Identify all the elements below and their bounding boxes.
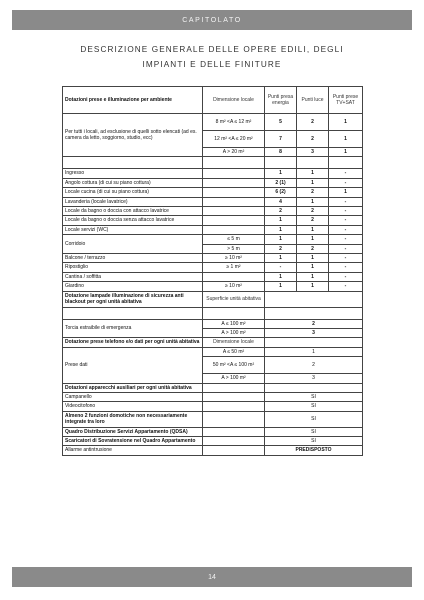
section4-title: Dotazioni apparecchi ausiliari per ogni unità abitativa [63, 383, 203, 392]
room-name: Locale da bagno o doccia senza attacco lavatrice [63, 216, 203, 225]
room-name: Ingresso [63, 169, 203, 178]
luce-cell: 2 [297, 244, 329, 253]
empty-header [265, 338, 363, 347]
tv-cell: - [329, 244, 363, 253]
tv-cell: - [329, 254, 363, 263]
table-row [63, 197, 363, 206]
specs-table-wrap [62, 86, 362, 456]
table-row [63, 254, 363, 263]
table-row [63, 263, 363, 272]
energia-cell: 1 [265, 272, 297, 281]
item-name: Scaricatori di Sovratensione nel Quadro Appartamento [63, 436, 203, 445]
dim-cell [203, 169, 265, 178]
dim-cell: ≥ 1 m² [203, 263, 265, 272]
section1-title: Dotazioni prese e illuminazione per ambiente [63, 87, 203, 114]
energia-cell: 1 [265, 216, 297, 225]
dim-cell: 8 m² <A ≤ 12 m² [203, 114, 265, 131]
energia-cell: - [265, 263, 297, 272]
luce-cell: 1 [297, 282, 329, 291]
energia-cell: 5 [265, 114, 297, 131]
section4-header-row [63, 383, 363, 392]
table-row [63, 169, 363, 178]
empty-header [265, 383, 363, 392]
table-row [63, 225, 363, 234]
value-cell: PREDISPOSTO [265, 446, 363, 455]
tv-cell: - [329, 216, 363, 225]
room-name: Locale cucina (di cui su piano cottura) [63, 188, 203, 197]
dim-cell: 50 m² <A ≤ 100 m² [203, 357, 265, 374]
luce-cell: 1 [297, 263, 329, 272]
dim-cell: ≥ 10 m² [203, 282, 265, 291]
luce-cell: 2 [297, 114, 329, 131]
dim-cell: A > 100 m² [203, 374, 265, 383]
energia-cell: 8 [265, 148, 297, 157]
value-cell: SI [265, 427, 363, 436]
col-energia: Punti presa energia [265, 87, 297, 114]
tv-cell: - [329, 263, 363, 272]
tv-cell: - [329, 169, 363, 178]
energia-cell: 2 [265, 244, 297, 253]
energia-cell: 1 [265, 169, 297, 178]
tv-cell: 1 [329, 188, 363, 197]
luce-cell: 1 [297, 178, 329, 187]
section1-header-row [63, 87, 363, 114]
tv-cell: - [329, 272, 363, 281]
tv-cell: - [329, 225, 363, 234]
table-row [63, 114, 363, 131]
room-name: Locale da bagno o doccia con attacco lavatrice [63, 207, 203, 216]
luce-cell: 1 [297, 272, 329, 281]
value-cell: 1 [265, 347, 363, 356]
room-name: Cantina / soffitta [63, 272, 203, 281]
dim-cell: > 5 m [203, 244, 265, 253]
luce-cell: 1 [297, 235, 329, 244]
tv-cell: - [329, 197, 363, 206]
header-title: CAPITOLATO [182, 16, 242, 24]
dim-cell: ≥ 10 m² [203, 254, 265, 263]
col-superficie: Superficie unità abitativa [203, 291, 265, 307]
dim-cell [203, 225, 265, 234]
luce-cell: 2 [297, 216, 329, 225]
luce-cell: 1 [297, 169, 329, 178]
energia-cell: 1 [265, 282, 297, 291]
value-cell: SI [265, 392, 363, 401]
luce-cell: 3 [297, 148, 329, 157]
value-cell: 3 [265, 328, 363, 337]
col-luce: Punti luce [297, 87, 329, 114]
table-row [63, 207, 363, 216]
luce-cell: 1 [297, 197, 329, 206]
table-row [63, 427, 363, 436]
table-row [63, 347, 363, 356]
energia-cell: 1 [265, 254, 297, 263]
section2-title: Dotazione lampade illuminazione di sicurezza anti blackout per ogni unità abitativa [63, 291, 203, 307]
item-name: Videocitofono [63, 402, 203, 411]
dim-cell [203, 272, 265, 281]
section3-title: Dotazione prese telefono e/o dati per ogni unità abitativa [63, 338, 203, 347]
value-cell: SI [265, 402, 363, 411]
room-name: Angolo cottura (di cui su piano cottura) [63, 178, 203, 187]
luce-cell: 2 [297, 131, 329, 148]
empty-header [265, 291, 363, 307]
energia-cell: 1 [265, 235, 297, 244]
luce-cell: 2 [297, 207, 329, 216]
dim-cell [203, 197, 265, 206]
col-dimensione-3: Dimensione locale [203, 338, 265, 347]
table-row [63, 216, 363, 225]
tv-cell: 1 [329, 114, 363, 131]
energia-cell: 4 [265, 197, 297, 206]
dim-cell [203, 216, 265, 225]
room-name: Balcone / terrazzo [63, 254, 203, 263]
energia-cell: 1 [265, 225, 297, 234]
item-name: Almeno 2 funzioni domotiche non necessariamente integrate tra loro [63, 411, 203, 427]
room-name: Ripostiglio [63, 263, 203, 272]
page-number: 14 [208, 573, 216, 581]
table-row [63, 319, 363, 328]
room-name: Giardino [63, 282, 203, 291]
table-row [63, 446, 363, 455]
luce-cell: 1 [297, 225, 329, 234]
room-name: Corridoio [63, 235, 203, 254]
dim-cell: A > 100 m² [203, 328, 265, 337]
footer-bar [12, 567, 412, 587]
table-row [63, 282, 363, 291]
value-cell: SI [265, 411, 363, 427]
dim-cell: ≤ 5 m [203, 235, 265, 244]
tv-cell: - [329, 207, 363, 216]
section3-header-row [63, 338, 363, 347]
table-row [63, 392, 363, 401]
tv-cell: - [329, 282, 363, 291]
table-row [63, 235, 363, 244]
value-cell: 2 [265, 357, 363, 374]
item-name: Prese dati [63, 347, 203, 383]
table-row [63, 272, 363, 281]
dim-cell: 12 m² <A ≤ 20 m² [203, 131, 265, 148]
table-row [63, 436, 363, 445]
table-row [63, 188, 363, 197]
dim-cell [203, 207, 265, 216]
dim-cell: A ≤ 100 m² [203, 319, 265, 328]
luce-cell: 2 [297, 188, 329, 197]
dim-cell [203, 178, 265, 187]
luce-cell: 1 [297, 254, 329, 263]
dim-cell: A > 20 m² [203, 148, 265, 157]
room-name: Lavanderia (locale lavatrice) [63, 197, 203, 206]
table-row [63, 411, 363, 427]
value-cell: 3 [265, 374, 363, 383]
page-heading [60, 42, 364, 72]
item-name: Campanello [63, 392, 203, 401]
spacer-row [63, 307, 363, 319]
col-tv-sat: Punti prese TV+SAT [329, 87, 363, 114]
item-name: Torcia estraibile di emergenza [63, 319, 203, 338]
tv-cell: - [329, 235, 363, 244]
heading-line-1: DESCRIZIONE GENERALE DELLE OPERE EDILI, DEGLI [80, 45, 344, 54]
tv-cell: - [329, 178, 363, 187]
heading-line-2: IMPIANTI E DELLE FINITURE [142, 60, 282, 69]
room-name: Locale servizi (WC) [63, 225, 203, 234]
tv-cell: 1 [329, 148, 363, 157]
all-rooms-label: Per tutti i locali, ad esclusione di quelli sotto elencati (ad es. camera da letto, soggiorno, studio, ecc) [63, 114, 203, 157]
empty-header [203, 383, 265, 392]
header-bar [12, 10, 412, 30]
section2-header-row [63, 291, 363, 307]
table-row [63, 178, 363, 187]
value-cell: 2 [265, 319, 363, 328]
table-row [63, 402, 363, 411]
spacer-row [63, 157, 363, 169]
value-cell: SI [265, 436, 363, 445]
energia-cell: 2 [265, 207, 297, 216]
tv-cell: 1 [329, 131, 363, 148]
energia-cell: 6 (2) [265, 188, 297, 197]
dim-cell: A ≤ 50 m² [203, 347, 265, 356]
specs-table [62, 86, 363, 456]
col-dimensione: Dimensione locale [203, 87, 265, 114]
item-name: Quadro Distribuzione Servizi Appartamento (QDSA) [63, 427, 203, 436]
energia-cell: 2 (1) [265, 178, 297, 187]
dim-cell [203, 188, 265, 197]
energia-cell: 7 [265, 131, 297, 148]
item-name: Allarme antintrusione [63, 446, 203, 455]
